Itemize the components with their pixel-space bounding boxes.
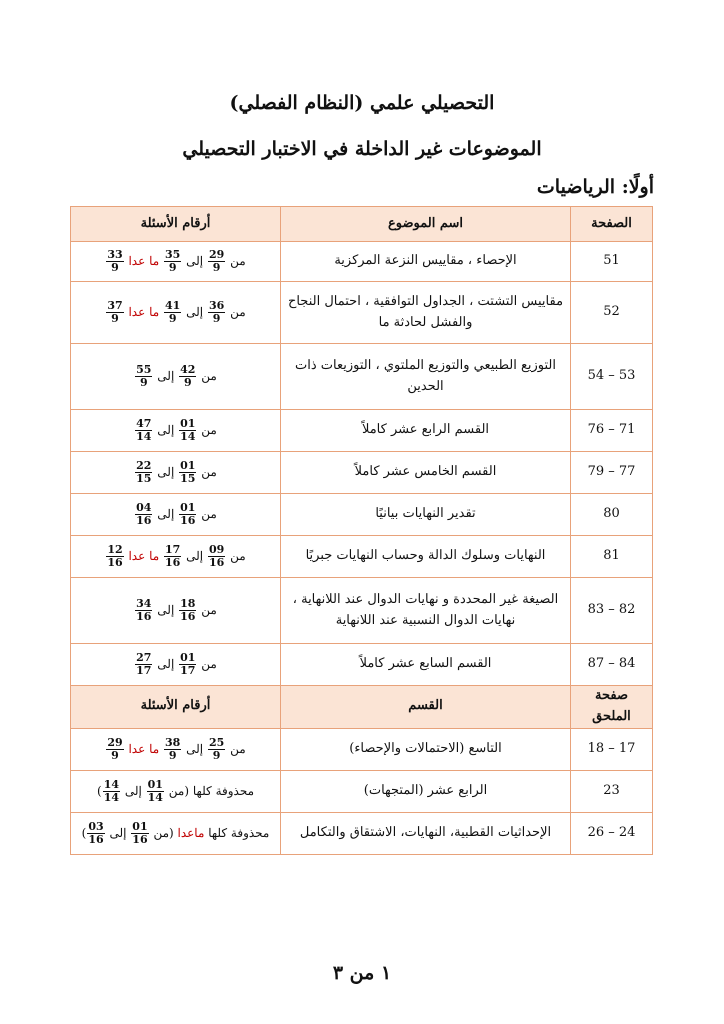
denominator: 9 xyxy=(168,261,177,274)
denominator: 9 xyxy=(111,748,119,762)
question-range: محذوفة كلها ماعدا (من $\frac{01}{16}$ إلى $\frac{03}{16}$ ) xyxy=(81,819,270,846)
numerator: 42 xyxy=(180,362,196,376)
to-fraction xyxy=(164,249,181,274)
to-fraction xyxy=(164,300,181,325)
page-cell: 77 – 79 xyxy=(571,452,653,494)
questions-cell xyxy=(71,282,281,344)
question-range: محذوفة كلها (من $\frac{01}{14}$ إلى $\frac{14}{14}$ ) xyxy=(97,777,254,804)
to-word: إلى xyxy=(157,507,175,521)
numerator: 01 xyxy=(180,500,196,514)
page-cell: 80 xyxy=(571,494,653,536)
to-word: إلى xyxy=(186,549,204,563)
question-range xyxy=(134,416,217,443)
except-fraction xyxy=(106,737,123,762)
denominator: 9 xyxy=(168,312,177,325)
denominator: 17 xyxy=(180,664,196,677)
deleted-note: محذوفة كلها xyxy=(192,783,254,798)
from-word: من xyxy=(201,423,217,437)
to-fraction xyxy=(135,364,152,389)
page-cell: 52 xyxy=(571,282,653,344)
from-word: من xyxy=(168,783,185,798)
questions-cell xyxy=(71,728,281,770)
to-fraction xyxy=(135,418,152,443)
to-fraction xyxy=(164,737,181,762)
topic-cell: التاسع (الاحتمالات والإحصاء) xyxy=(281,728,571,770)
except-word: ما عدا xyxy=(128,741,160,756)
header-page: صفحة الملحق xyxy=(571,686,653,729)
questions-cell xyxy=(71,770,281,812)
table-row xyxy=(71,494,653,536)
numerator: 55 xyxy=(136,362,152,376)
numerator: 22 xyxy=(136,458,152,472)
numerator: 12 xyxy=(107,542,123,556)
numerator: 38 xyxy=(165,735,181,749)
denominator: 9 xyxy=(168,748,177,762)
table-row xyxy=(71,770,653,812)
denominator: 16 xyxy=(136,610,152,623)
numerator: 36 xyxy=(208,298,225,312)
question-range xyxy=(134,596,217,623)
denominator: 16 xyxy=(136,514,152,527)
numerator: 14 xyxy=(103,777,119,791)
from-fraction xyxy=(208,737,225,762)
numerator: 34 xyxy=(136,596,152,610)
from-word: من xyxy=(230,741,246,756)
denominator: 9 xyxy=(183,376,192,389)
denominator: 15 xyxy=(136,472,152,485)
except-word: ما عدا xyxy=(128,254,160,268)
document-title: التحصيلي علمي (النظام الفصلي) xyxy=(229,92,495,114)
from-fraction xyxy=(179,364,196,389)
numerator: 29 xyxy=(107,735,123,749)
questions-cell xyxy=(71,644,281,686)
topic-cell: مقاييس التشتت ، الجداول التوافقية ، احتمال النجاح والفشل لحادثة ما xyxy=(281,282,571,344)
numerator: 01 xyxy=(132,819,148,833)
numerator: 01 xyxy=(180,416,196,430)
topic-cell: الإحداثيات القطبية، النهايات، الاشتقاق والتكامل xyxy=(281,812,571,854)
denominator: 9 xyxy=(111,261,119,274)
page-cell: 24 – 26 xyxy=(571,812,653,854)
denominator: 16 xyxy=(180,610,196,623)
from-fraction xyxy=(147,779,164,804)
to-fraction xyxy=(164,544,181,569)
numerator: 27 xyxy=(136,650,152,664)
except-word: ما عدا xyxy=(128,305,160,319)
question-range xyxy=(105,735,246,762)
from-word: من xyxy=(230,549,246,563)
from-fraction xyxy=(131,821,148,846)
numerator: 01 xyxy=(147,777,163,791)
page-cell: 17 – 18 xyxy=(571,728,653,770)
page-cell: 23 xyxy=(571,770,653,812)
table-row xyxy=(71,536,653,578)
topic-cell: القسم الرابع عشر كاملاً xyxy=(281,410,571,452)
numerator: 01 xyxy=(180,458,196,472)
table-row xyxy=(71,242,653,282)
to-fraction xyxy=(135,652,152,677)
header-topic: اسم الموضوع xyxy=(281,207,571,242)
from-fraction xyxy=(179,502,196,527)
header-page: الصفحة xyxy=(571,207,653,242)
page-cell: 53 – 54 xyxy=(571,344,653,410)
question-range xyxy=(105,247,246,274)
denominator: 16 xyxy=(165,556,181,569)
page-cell: 71 – 76 xyxy=(571,410,653,452)
topics-table xyxy=(70,206,653,855)
to-word: إلى xyxy=(157,423,175,437)
to-word: إلى xyxy=(157,603,175,617)
topic-cell: الصيغة غير المحددة و نهايات الدوال عند اللانهاية ، نهايات الدوال النسبية عند اللانهاية xyxy=(281,578,571,644)
numerator: 37 xyxy=(107,298,123,312)
table-row xyxy=(71,282,653,344)
deleted-note: محذوفة كلها xyxy=(208,825,270,840)
header-questions: أرقام الأسئلة xyxy=(71,686,281,729)
denominator: 15 xyxy=(180,472,196,485)
page-cell: 81 xyxy=(571,536,653,578)
from-word: من xyxy=(201,369,217,383)
to-word: إلى xyxy=(157,465,175,479)
to-word: إلى xyxy=(109,825,127,840)
numerator: 35 xyxy=(165,247,181,261)
header-questions: أرقام الأسئلة xyxy=(71,207,281,242)
to-word: إلى xyxy=(157,657,175,671)
topic-cell: القسم الخامس عشر كاملاً xyxy=(281,452,571,494)
table-row xyxy=(71,728,653,770)
questions-cell xyxy=(71,242,281,282)
numerator: 33 xyxy=(107,247,123,261)
denominator: 16 xyxy=(208,556,225,569)
denominator: 17 xyxy=(136,664,152,677)
to-fraction xyxy=(135,598,152,623)
from-fraction xyxy=(179,418,196,443)
topic-cell: تقدير النهايات بيانيًا xyxy=(281,494,571,536)
except-word: ما عدا xyxy=(128,549,160,563)
topic-cell: النهايات وسلوك الدالة وحساب النهايات جبريًا xyxy=(281,536,571,578)
table-row xyxy=(71,812,653,854)
denominator: 9 xyxy=(139,376,148,389)
numerator: 04 xyxy=(136,500,152,514)
denominator: 16 xyxy=(107,556,123,569)
to-word: إلى xyxy=(157,369,175,383)
to-word: إلى xyxy=(124,783,142,798)
to-fraction xyxy=(135,502,152,527)
table-row xyxy=(71,578,653,644)
table-row xyxy=(71,344,653,410)
page-number: ١ من ٣ xyxy=(332,962,392,984)
numerator: 01 xyxy=(180,650,196,664)
except-word: ماعدا xyxy=(177,825,205,840)
question-range xyxy=(134,362,217,389)
numerator: 25 xyxy=(208,735,225,749)
to-word: إلى xyxy=(186,305,204,319)
questions-cell xyxy=(71,344,281,410)
except-fraction xyxy=(106,300,123,325)
from-word: من xyxy=(230,305,246,319)
page-cell: 51 xyxy=(571,242,653,282)
from-fraction xyxy=(179,598,196,623)
from-word: من xyxy=(201,507,217,521)
topic-cell: القسم السابع عشر كاملاً xyxy=(281,644,571,686)
from-fraction xyxy=(179,652,196,677)
from-fraction xyxy=(208,249,225,274)
questions-cell xyxy=(71,578,281,644)
page-cell: 82 – 83 xyxy=(571,578,653,644)
denominator: 9 xyxy=(111,312,119,325)
page-cell: 84 – 87 xyxy=(571,644,653,686)
header-topic: القسم xyxy=(281,686,571,729)
numerator: 18 xyxy=(180,596,196,610)
from-word: من xyxy=(201,657,217,671)
from-word: من xyxy=(153,825,169,840)
except-fraction xyxy=(106,249,123,274)
denominator: 16 xyxy=(180,514,196,527)
denominator: 14 xyxy=(103,790,119,804)
from-word: من xyxy=(201,465,217,479)
denominator: 14 xyxy=(136,430,152,443)
question-range xyxy=(134,650,217,677)
except-fraction xyxy=(106,544,123,569)
table-header xyxy=(71,686,653,729)
questions-cell xyxy=(71,410,281,452)
from-fraction xyxy=(208,300,225,325)
question-range xyxy=(134,500,217,527)
questions-cell xyxy=(71,494,281,536)
numerator: 29 xyxy=(208,247,225,261)
denominator: 16 xyxy=(88,832,104,846)
question-range xyxy=(105,298,246,325)
questions-cell xyxy=(71,812,281,854)
questions-cell xyxy=(71,452,281,494)
question-range xyxy=(134,458,217,485)
to-word: إلى xyxy=(186,741,204,756)
numerator: 17 xyxy=(165,542,181,556)
denominator: 14 xyxy=(147,790,163,804)
denominator: 9 xyxy=(212,312,221,325)
questions-cell xyxy=(71,536,281,578)
from-fraction xyxy=(208,544,225,569)
table-header xyxy=(71,207,653,242)
to-fraction xyxy=(103,779,120,804)
numerator: 03 xyxy=(88,819,104,833)
numerator: 09 xyxy=(208,542,225,556)
numerator: 47 xyxy=(136,416,152,430)
numerator: 41 xyxy=(165,298,181,312)
from-word: من xyxy=(230,254,246,268)
section-heading: أولًا: الرياضيات xyxy=(536,176,654,198)
document-subtitle: الموضوعات غير الداخلة في الاختبار التحصيلي xyxy=(182,138,542,160)
to-word: إلى xyxy=(186,254,204,268)
from-word: من xyxy=(201,603,217,617)
topic-cell: التوزيع الطبيعي والتوزيع الملتوي ، التوزيعات ذات الحدين xyxy=(281,344,571,410)
denominator: 16 xyxy=(132,832,148,846)
topic-cell: الرابع عشر (المتجهات) xyxy=(281,770,571,812)
table-row xyxy=(71,410,653,452)
question-range xyxy=(105,542,246,569)
table-row xyxy=(71,452,653,494)
denominator: 9 xyxy=(212,748,221,762)
denominator: 9 xyxy=(212,261,221,274)
from-fraction xyxy=(179,460,196,485)
to-fraction xyxy=(135,460,152,485)
table-row xyxy=(71,644,653,686)
denominator: 14 xyxy=(180,430,196,443)
topic-cell: الإحصاء ، مقاييس النزعة المركزية xyxy=(281,242,571,282)
to-fraction xyxy=(87,821,104,846)
